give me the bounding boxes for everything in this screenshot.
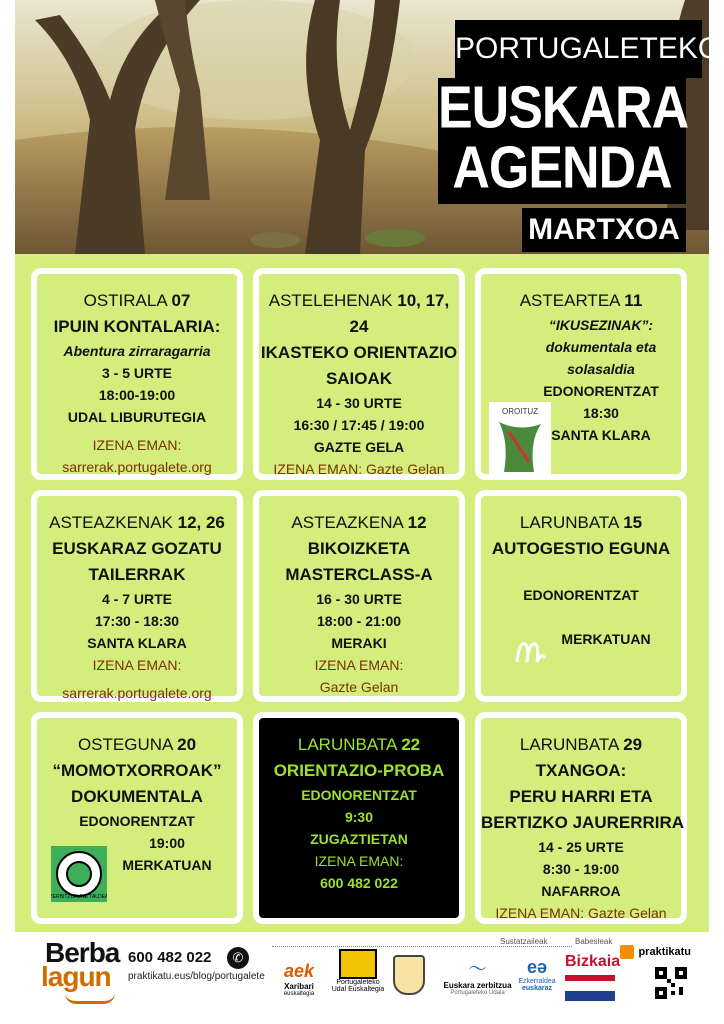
praktikatu-logo-text: praktikatu bbox=[638, 945, 692, 958]
event-day: LARUNBATA bbox=[519, 735, 619, 754]
event-reg-label: IZENA EMAN: bbox=[314, 853, 404, 869]
ezkerraldea-logo-text: eə bbox=[526, 957, 548, 977]
event-date: 10, 17, bbox=[397, 291, 450, 310]
event-place: MERKATUAN bbox=[561, 631, 651, 647]
event-day-line bbox=[259, 510, 459, 536]
qr-code-icon[interactable] bbox=[655, 967, 687, 999]
event-subtitle: dokumentala eta bbox=[545, 339, 657, 355]
event-reg-label: IZENA EMAN: bbox=[92, 657, 182, 673]
event-place: ZUGAZTIETAN bbox=[310, 831, 408, 847]
event-date: 15 bbox=[623, 513, 643, 532]
event-title: IPUIN KONTALARIA: bbox=[53, 317, 221, 336]
event-day-line bbox=[259, 732, 459, 758]
event-title-cont: MASTERCLASS-A bbox=[285, 565, 433, 584]
event-card bbox=[253, 268, 465, 480]
event-reg-label: IZENA EMAN: bbox=[314, 657, 404, 673]
header-title-line2: AGENDA bbox=[452, 134, 672, 202]
eusko-jaurlaritza-bar bbox=[565, 991, 615, 1001]
footer-url[interactable]: praktikatu.eus/blog/portugalete bbox=[128, 971, 265, 982]
event-reg-link[interactable]: Gazte Gelan bbox=[365, 461, 445, 477]
event-title: “IKUSEZINAK”: bbox=[548, 317, 654, 333]
event-audience: EDONORENTZAT bbox=[301, 787, 417, 803]
header-month: MARTXOA bbox=[522, 208, 686, 252]
event-title-cont: SAIOAK bbox=[325, 369, 393, 388]
udal-euskaltegia-icon bbox=[339, 949, 377, 979]
event-reg-link[interactable]: Gazte Gelan bbox=[587, 905, 667, 921]
event-place: NAFARROA bbox=[541, 883, 621, 899]
event-title: EUSKARAZ GOZATU bbox=[52, 539, 222, 558]
event-reg-label: IZENA EMAN: bbox=[495, 905, 585, 921]
sponsors-divider bbox=[272, 946, 572, 947]
event-subtitle-cont: solasaldia bbox=[567, 361, 635, 377]
event-day: OSTIRALA bbox=[83, 291, 167, 310]
babesleak-label: Babesleak bbox=[575, 937, 613, 946]
event-day-line bbox=[259, 288, 459, 314]
event-time: 17:30 - 18:30 bbox=[94, 613, 180, 629]
zerbitzuaune-logo bbox=[51, 846, 107, 902]
event-reg bbox=[481, 902, 681, 924]
event-day: ASTEAZKENA bbox=[291, 513, 403, 532]
event-day: LARUNBATA bbox=[519, 513, 619, 532]
udal-line1: Portugaleteko bbox=[336, 979, 380, 986]
event-card bbox=[475, 712, 687, 924]
whatsapp-icon: ✆ bbox=[227, 947, 249, 969]
event-age: 16 - 30 URTE bbox=[316, 591, 402, 607]
sustatzaileak-label: Sustatzaileak bbox=[500, 937, 548, 946]
ezkerraldea-euskaraz-logo bbox=[509, 957, 565, 992]
event-title: AUTOGESTIO EGUNA bbox=[491, 539, 671, 558]
event-date: 11 bbox=[624, 291, 643, 310]
event-time: 18:00-19:00 bbox=[98, 387, 176, 403]
event-day: LARUNBATA bbox=[297, 735, 397, 754]
header-title-line1: EUSKARA bbox=[438, 74, 689, 142]
bizkaia-logo-text: Bizkaia bbox=[565, 953, 621, 970]
event-day-line bbox=[37, 510, 237, 536]
event-day-line bbox=[481, 732, 681, 758]
event-card bbox=[31, 268, 243, 480]
event-card bbox=[475, 268, 687, 480]
event-time: 8:30 - 19:00 bbox=[542, 861, 620, 877]
event-reg-link[interactable]: sarrerak.portugalete.org bbox=[62, 685, 212, 701]
event-date: 12 bbox=[407, 513, 427, 532]
event-title: IKASTEKO ORIENTAZIO bbox=[260, 343, 458, 362]
event-title-cont2: BERTIZKO JAURERRIRA bbox=[481, 813, 685, 832]
portugalete-coat-of-arms-icon bbox=[393, 955, 425, 995]
aek-xaribari-logo bbox=[273, 961, 325, 997]
berbalagun-logo-lagun: lagun bbox=[41, 961, 111, 992]
event-audience: EDONORENTZAT bbox=[543, 383, 659, 399]
ez-line2: Portugaleteko Udala bbox=[450, 990, 505, 996]
event-time: 9:30 bbox=[344, 809, 374, 825]
event-age: 3 - 5 URTE bbox=[101, 365, 172, 381]
event-card bbox=[253, 490, 465, 702]
ezk-line2: euskaraz bbox=[522, 985, 552, 992]
bizkaia-bar bbox=[565, 975, 615, 981]
event-age: 14 - 25 URTE bbox=[538, 839, 624, 855]
event-day: OSTEGUNA bbox=[77, 735, 173, 754]
event-title: ORIENTAZIO-PROBA bbox=[273, 761, 445, 780]
event-date: 22 bbox=[401, 735, 421, 754]
aek-name: Xaribari bbox=[284, 982, 314, 991]
aek-sub: euskaltegia bbox=[283, 991, 315, 997]
event-card bbox=[475, 490, 687, 702]
footer-phone[interactable]: 600 482 022 bbox=[128, 949, 212, 966]
event-title: BIKOIZKETA bbox=[307, 539, 411, 558]
euskara-zerbitzua-logo bbox=[440, 955, 515, 996]
event-reg-phone[interactable]: 600 482 022 bbox=[320, 875, 398, 891]
event-subtitle: DOKUMENTALA bbox=[71, 787, 203, 806]
zerbitzuaune-logo-text: ZERBITZUAUNE TALDEA bbox=[51, 894, 107, 900]
oroituz-logo-text: OROITUZ bbox=[502, 407, 538, 416]
event-day-line bbox=[481, 510, 681, 536]
event-reg bbox=[259, 458, 459, 480]
berbalagun-smile-icon bbox=[65, 993, 115, 1004]
ez-line1: Euskara zerbitzua bbox=[443, 981, 512, 990]
event-time: 18:30 bbox=[583, 405, 619, 421]
event-audience: EDONORENTZAT bbox=[523, 587, 639, 603]
event-place: MERAKI bbox=[331, 635, 387, 651]
event-date-cont: 24 bbox=[349, 317, 369, 336]
event-place: MERKATUAN bbox=[122, 857, 212, 873]
event-place: UDAL LIBURUTEGIA bbox=[67, 409, 207, 425]
event-subtitle: Abentura zirraragarria bbox=[63, 343, 211, 359]
event-date: 07 bbox=[171, 291, 191, 310]
header-subtitle: PORTUGALETEKO bbox=[455, 20, 702, 78]
bizkaia-logo bbox=[565, 953, 620, 1001]
event-card bbox=[31, 490, 243, 702]
event-card bbox=[31, 712, 243, 924]
event-title-cont: TAILERRAK bbox=[88, 565, 186, 584]
euskara-zerbitzua-icon: 〜 bbox=[468, 959, 487, 979]
event-day: ASTELEHENAK bbox=[268, 291, 393, 310]
oroituz-logo bbox=[489, 402, 551, 478]
event-age: 14 - 30 URTE bbox=[316, 395, 402, 411]
udal-line2: Udal Euskaltegia bbox=[331, 986, 385, 993]
event-place: SANTA KLARA bbox=[87, 635, 187, 651]
footer bbox=[15, 935, 709, 1024]
event-date: 12, 26 bbox=[177, 513, 225, 532]
event-reg-label: IZENA EMAN: bbox=[92, 437, 182, 453]
event-title: TXANGOA: bbox=[535, 761, 627, 780]
event-title: “MOMOTXORROAK” bbox=[52, 761, 222, 780]
event-time: 18:00 - 21:00 bbox=[316, 613, 402, 629]
event-day-line bbox=[481, 288, 681, 314]
merkatua-logo-icon bbox=[511, 632, 551, 677]
header-title bbox=[438, 74, 689, 204]
event-day-line bbox=[37, 732, 237, 758]
praktikatu-logo bbox=[620, 943, 691, 961]
udal-euskaltegia-logo bbox=[325, 949, 391, 993]
event-date: 29 bbox=[623, 735, 643, 754]
event-audience: EDONORENTZAT bbox=[79, 813, 195, 829]
event-reg-label: IZENA EMAN: bbox=[273, 461, 363, 477]
ezk-line1: Ezkerraldea bbox=[518, 978, 556, 985]
event-age: 4 - 7 URTE bbox=[101, 591, 172, 607]
praktikatu-icon bbox=[620, 945, 634, 959]
event-reg-link[interactable]: sarrerak.portugalete.org bbox=[62, 459, 212, 475]
aek-logo-text: aek bbox=[283, 961, 315, 981]
event-place: SANTA KLARA bbox=[551, 427, 651, 443]
event-day: ASTEAZKENAK bbox=[49, 513, 173, 532]
event-place: GAZTE GELA bbox=[313, 439, 405, 455]
event-date: 20 bbox=[177, 735, 197, 754]
event-day-line bbox=[37, 288, 237, 314]
event-reg-link[interactable]: Gazte Gelan bbox=[319, 679, 399, 695]
event-day: ASTEARTEA bbox=[519, 291, 620, 310]
event-time: 16:30 / 17:45 / 19:00 bbox=[293, 417, 425, 433]
event-card bbox=[253, 712, 465, 924]
event-title-cont: PERU HARRI ETA bbox=[509, 787, 653, 806]
berbalagun-logo-berba: Berba bbox=[45, 937, 120, 968]
event-time: 19:00 bbox=[149, 835, 185, 851]
